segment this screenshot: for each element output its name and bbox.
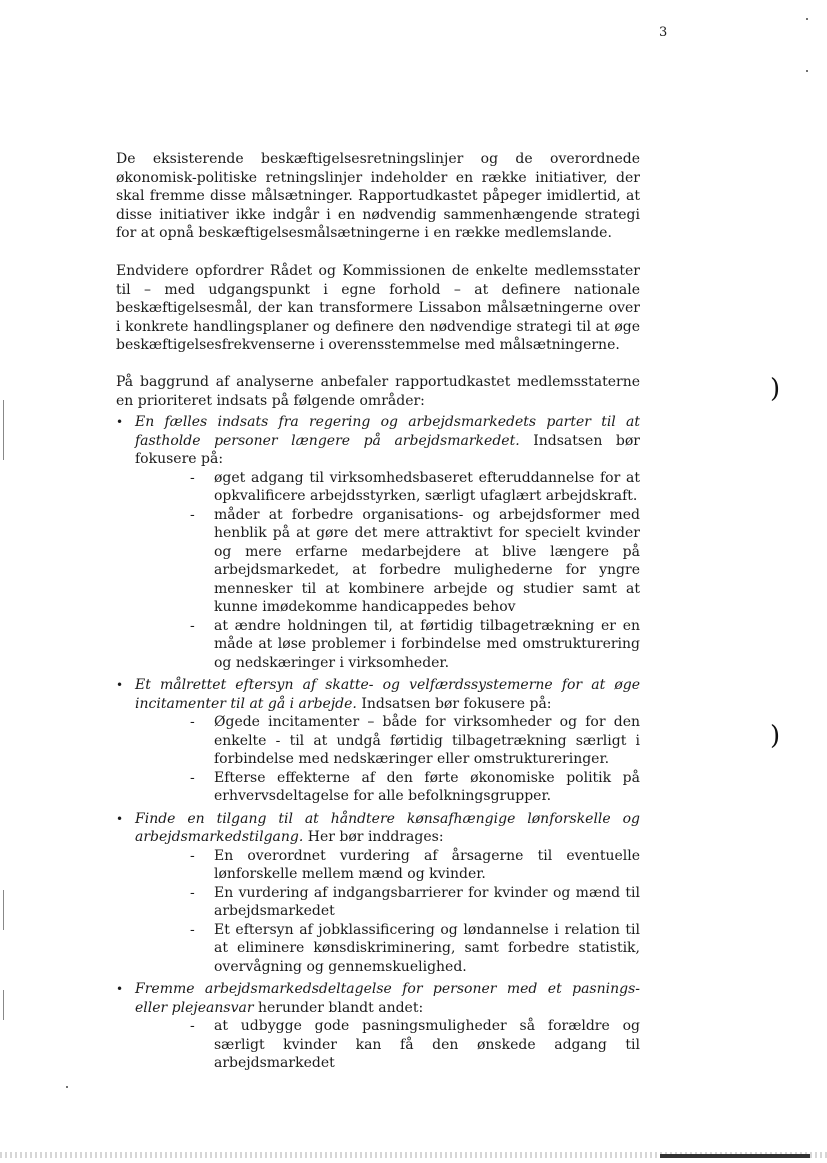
- bullet-heading: Et målrettet eftersyn af skatte- og velfærdssystemerne for at øge incitamenter til at gå i arbejde.: [135, 677, 640, 712]
- sub-list: [135, 1017, 640, 1073]
- bullet-item: [116, 676, 640, 806]
- punch-hole-mark-upper: ): [770, 374, 781, 404]
- sub-item: - En vurdering af indgangsbarrierer for kvinder og mænd til arbejdsmarkedet: [190, 884, 640, 919]
- dash-icon: -: [190, 921, 195, 938]
- dash-icon: -: [190, 714, 195, 730]
- bullet-item: [116, 413, 640, 672]
- scan-speck: [806, 18, 808, 20]
- sub-item: - måder at forbedre organisations- og arbejdsformer med henblik på at gøre det mere attraktivt for specielt kvinder og mere erfarne medarbejdere at blive længere på arbejdsmarkedet, at forbedre mulighederne for yngre mennesker til at kombinere arbejde og studier samt at kunne imødekomme handicappedes behov: [190, 506, 640, 615]
- bullet-icon: •: [116, 678, 124, 692]
- dash-icon: -: [190, 884, 195, 901]
- sub-list: [135, 469, 640, 673]
- page-number: 3: [659, 25, 668, 40]
- sub-item: - En overordnet vurdering af årsagerne til eventuelle lønforskelle mellem mænd og kvinder.: [190, 847, 640, 882]
- sub-item: - Øgede incitamenter – både for virksomheder og for den enkelte - til at undgå førtidig tilbagetrækning særligt i forbindelse med nedskæringer eller omstruktureringer.: [190, 714, 640, 767]
- bullet-intro: Indsatsen bør fokusere på:: [135, 432, 640, 467]
- dash-icon: -: [190, 1018, 195, 1034]
- bullet-intro: herunder blandt andet:: [253, 999, 424, 1016]
- scan-speck: [806, 70, 808, 72]
- sub-item: - at ændre holdningen til, at førtidig tilbagetrækning er en måde at løse problemer i forbindelse med omstrukturering og nedskæringer i virksomheder.: [190, 617, 640, 671]
- bullet-icon: •: [116, 982, 124, 996]
- sub-item: - Et eftersyn af jobklassificering og løndannelse i relation til at eliminere kønsdiskriminering, samt forbedre statistik, overvågning og gennemskuelighed.: [190, 921, 640, 975]
- dash-icon: -: [190, 469, 195, 486]
- sub-list: [135, 713, 640, 806]
- bullet-intro: Her bør inddrages:: [303, 829, 444, 845]
- bullet-heading: Fremme arbejdsmarkedsdeltagelse for personer med et pasnings- eller plejeansvar: [135, 981, 640, 1016]
- punch-hole-mark-lower: ): [770, 721, 781, 751]
- dash-icon: -: [190, 617, 195, 634]
- sub-list: [135, 847, 640, 977]
- bullet-item: [116, 980, 640, 1073]
- dash-icon: -: [190, 769, 195, 786]
- scan-speck: [66, 1086, 68, 1088]
- scan-edge-line: [3, 990, 4, 1020]
- dash-icon: -: [190, 847, 195, 864]
- paragraph-intro: De eksisterende beskæftigelsesretningslinjer og de overordnede økonomisk-politiske retningslinjer indeholder en række initiativer, der skal fremme disse målsætninger. Rapportudkastet påpeger imidlertid, at disse initiativer ikke indgår i en nødvendig sammenhængende strategi for at opnå beskæftigelsesmålsætningerne i en række medlemslande.: [116, 151, 640, 241]
- sub-item: - Efterse effekterne af den førte økonomiske politik på erhvervsdeltagelse for alle befolkningsgrupper.: [190, 769, 640, 804]
- scan-bottom-edge-dark: [660, 1154, 810, 1158]
- bullet-item: [116, 810, 640, 977]
- sub-item: - øget adgang til virksomhedsbaseret efteruddannelse for at opkvalificere arbejdsstyrken, særligt ufaglært arbejdskraft.: [190, 469, 640, 504]
- paragraph-council: Endvidere opfordrer Rådet og Kommissionen de enkelte medlemsstater til – med udgangspunkt i egne forhold – at definere nationale beskæftigelsesmål, der kan transformere Lissabon målsætningerne over i konkrete handlingsplaner og definere den nødvendige strategi til at øge beskæftigelsesfrekvenserne i overensstemmelse med målsætningerne.: [116, 263, 640, 353]
- bullet-heading: En fælles indsats fra regering og arbejdsmarkedets parter til at fastholde personer længere på arbejdsmarkedet.: [135, 414, 640, 449]
- paragraph-recommendations: På baggrund af analyserne anbefaler rapportudkastet medlemsstaterne en prioriteret indsats på følgende områder:: [116, 374, 640, 409]
- bullet-heading: Finde en tilgang til at håndtere kønsafhængige lønforskelle og arbejdsmarkedstilgang.: [135, 810, 640, 845]
- bullet-icon: •: [116, 415, 124, 429]
- sub-item: - at udbygge gode pasningsmuligheder så forældre og særligt kvinder kan få den ønskede adgang til arbejdsmarkedet: [190, 1018, 640, 1071]
- scan-edge-line: [3, 890, 4, 930]
- dash-icon: -: [190, 506, 195, 523]
- scan-edge-line: [3, 400, 4, 460]
- recommendation-list: [116, 413, 640, 1073]
- bullet-intro: Indsatsen bør fokusere på:: [356, 695, 552, 712]
- bullet-icon: •: [116, 811, 124, 826]
